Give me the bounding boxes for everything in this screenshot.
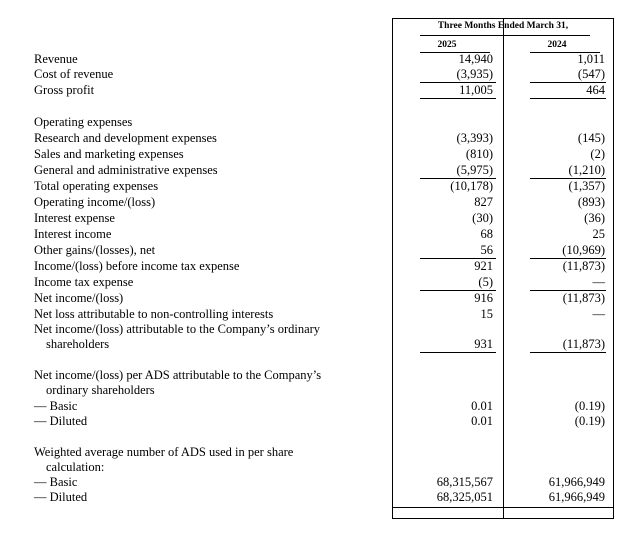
row-label-cost-of-revenue: Cost of revenue <box>34 67 114 81</box>
year-2025-header: 2025 <box>437 40 457 50</box>
row-label-attributable-line2: shareholders <box>46 337 110 351</box>
value-2024-interest-expense: (36) <box>584 211 605 225</box>
underline-tax-2025 <box>420 290 496 291</box>
value-2025-income-tax: (5) <box>478 275 493 289</box>
underline-attrib-2025 <box>420 352 496 353</box>
value-2025-revenue: 14,940 <box>458 52 493 66</box>
row-label-sales-marketing: Sales and marketing expenses <box>34 147 184 161</box>
underline-cost-2024 <box>530 82 606 83</box>
underline-other-2025 <box>420 258 496 259</box>
value-2025-weighted-basic: 68,315,567 <box>436 475 493 489</box>
value-2024-interest-income: 25 <box>592 227 605 241</box>
value-2024-gross-profit: 464 <box>586 83 605 97</box>
value-2025-attributable: 931 <box>474 337 493 351</box>
value-2025-income-before-tax: 921 <box>474 259 493 273</box>
value-2025-gross-profit: 11,005 <box>459 83 493 97</box>
value-2025-interest-expense: (30) <box>472 211 493 225</box>
value-2024-general-admin: (1,210) <box>568 163 605 177</box>
value-2024-attributable: (11,873) <box>562 337 605 351</box>
row-label-per-ads-basic: — Basic <box>34 399 78 413</box>
period-rule <box>420 35 590 36</box>
value-2025-cost-of-revenue: (3,935) <box>456 67 493 81</box>
underline-other-2024 <box>530 258 606 259</box>
row-label-other-gains: Other gains/(losses), net <box>34 243 156 257</box>
value-2024-income-tax: — <box>592 275 605 289</box>
row-label-interest-expense: Interest expense <box>34 211 115 225</box>
value-2024-weighted-basic: 61,966,949 <box>548 475 605 489</box>
value-2025-nci: 15 <box>480 307 493 321</box>
row-label-general-admin: General and administrative expenses <box>34 163 218 177</box>
row-label-revenue: Revenue <box>34 52 78 66</box>
underline-gross-2025 <box>420 98 496 99</box>
value-2025-other-gains: 56 <box>480 243 493 257</box>
value-2024-per-ads-basic: (0.19) <box>574 399 605 413</box>
row-label-operating-expenses: Operating expenses <box>34 115 133 129</box>
row-label-attributable-line1: Net income/(loss) attributable to the Company’s ordinary <box>34 322 321 336</box>
row-label-weighted-basic: — Basic <box>34 475 78 489</box>
value-2025-per-ads-basic: 0.01 <box>471 399 493 413</box>
underline-ga-2025 <box>420 178 496 179</box>
row-label-nci: Net loss attributable to non-controlling interests <box>34 307 274 321</box>
row-label-weighted-line2: calculation: <box>46 460 105 474</box>
value-2025-per-ads-diluted: 0.01 <box>471 414 493 428</box>
value-2025-general-admin: (5,975) <box>456 163 493 177</box>
row-label-weighted-diluted: — Diluted <box>34 490 88 504</box>
row-label-net-income: Net income/(loss) <box>34 291 124 305</box>
value-2024-sales-marketing: (2) <box>590 147 605 161</box>
row-label-per-ads-line1: Net income/(loss) per ADS attributable to the Company’s <box>34 368 322 382</box>
underline-gross-2024 <box>530 98 606 99</box>
value-2025-operating-income: 827 <box>474 195 493 209</box>
row-label-income-tax: Income tax expense <box>34 275 134 289</box>
value-2024-revenue: 1,011 <box>577 52 605 66</box>
underline-tax-2024 <box>530 290 606 291</box>
row-label-operating-income: Operating income/(loss) <box>34 195 156 209</box>
value-2024-cost-of-revenue: (547) <box>577 67 605 81</box>
value-2024-weighted-diluted: 61,966,949 <box>548 490 605 504</box>
row-label-per-ads-line2: ordinary shareholders <box>46 383 155 397</box>
row-label-total-opex: Total operating expenses <box>34 179 159 193</box>
value-2024-income-before-tax: (11,873) <box>562 259 605 273</box>
year-2024-header: 2024 <box>547 40 567 50</box>
value-2025-net-income: 916 <box>474 291 493 305</box>
value-2024-other-gains: (10,969) <box>562 243 605 257</box>
row-label-income-before-tax: Income/(loss) before income tax expense <box>34 259 240 273</box>
underline-cost-2025 <box>420 82 496 83</box>
frame-bottom-rule <box>393 507 613 508</box>
row-label-per-ads-diluted: — Diluted <box>34 414 88 428</box>
value-2024-total-opex: (1,357) <box>568 179 605 193</box>
row-label-interest-income: Interest income <box>34 227 112 241</box>
column-divider <box>503 18 504 518</box>
value-2024-operating-income: (893) <box>577 195 605 209</box>
value-2024-rnd: (145) <box>577 131 605 145</box>
value-2024-per-ads-diluted: (0.19) <box>574 414 605 428</box>
row-label-gross-profit: Gross profit <box>34 83 95 97</box>
underline-ga-2024 <box>530 178 606 179</box>
value-2024-nci: — <box>592 307 605 321</box>
row-label-rnd: Research and development expenses <box>34 131 217 145</box>
value-2025-weighted-diluted: 68,325,051 <box>436 490 493 504</box>
period-header: Three Months Ended March 31, <box>437 21 569 31</box>
value-2025-rnd: (3,393) <box>456 131 493 145</box>
value-2025-sales-marketing: (810) <box>465 147 493 161</box>
row-label-weighted-line1: Weighted average number of ADS used in per share <box>34 445 294 459</box>
value-2025-interest-income: 68 <box>480 227 493 241</box>
value-2024-net-income: (11,873) <box>562 291 605 305</box>
underline-attrib-2024 <box>530 352 606 353</box>
value-2025-total-opex: (10,178) <box>450 179 493 193</box>
